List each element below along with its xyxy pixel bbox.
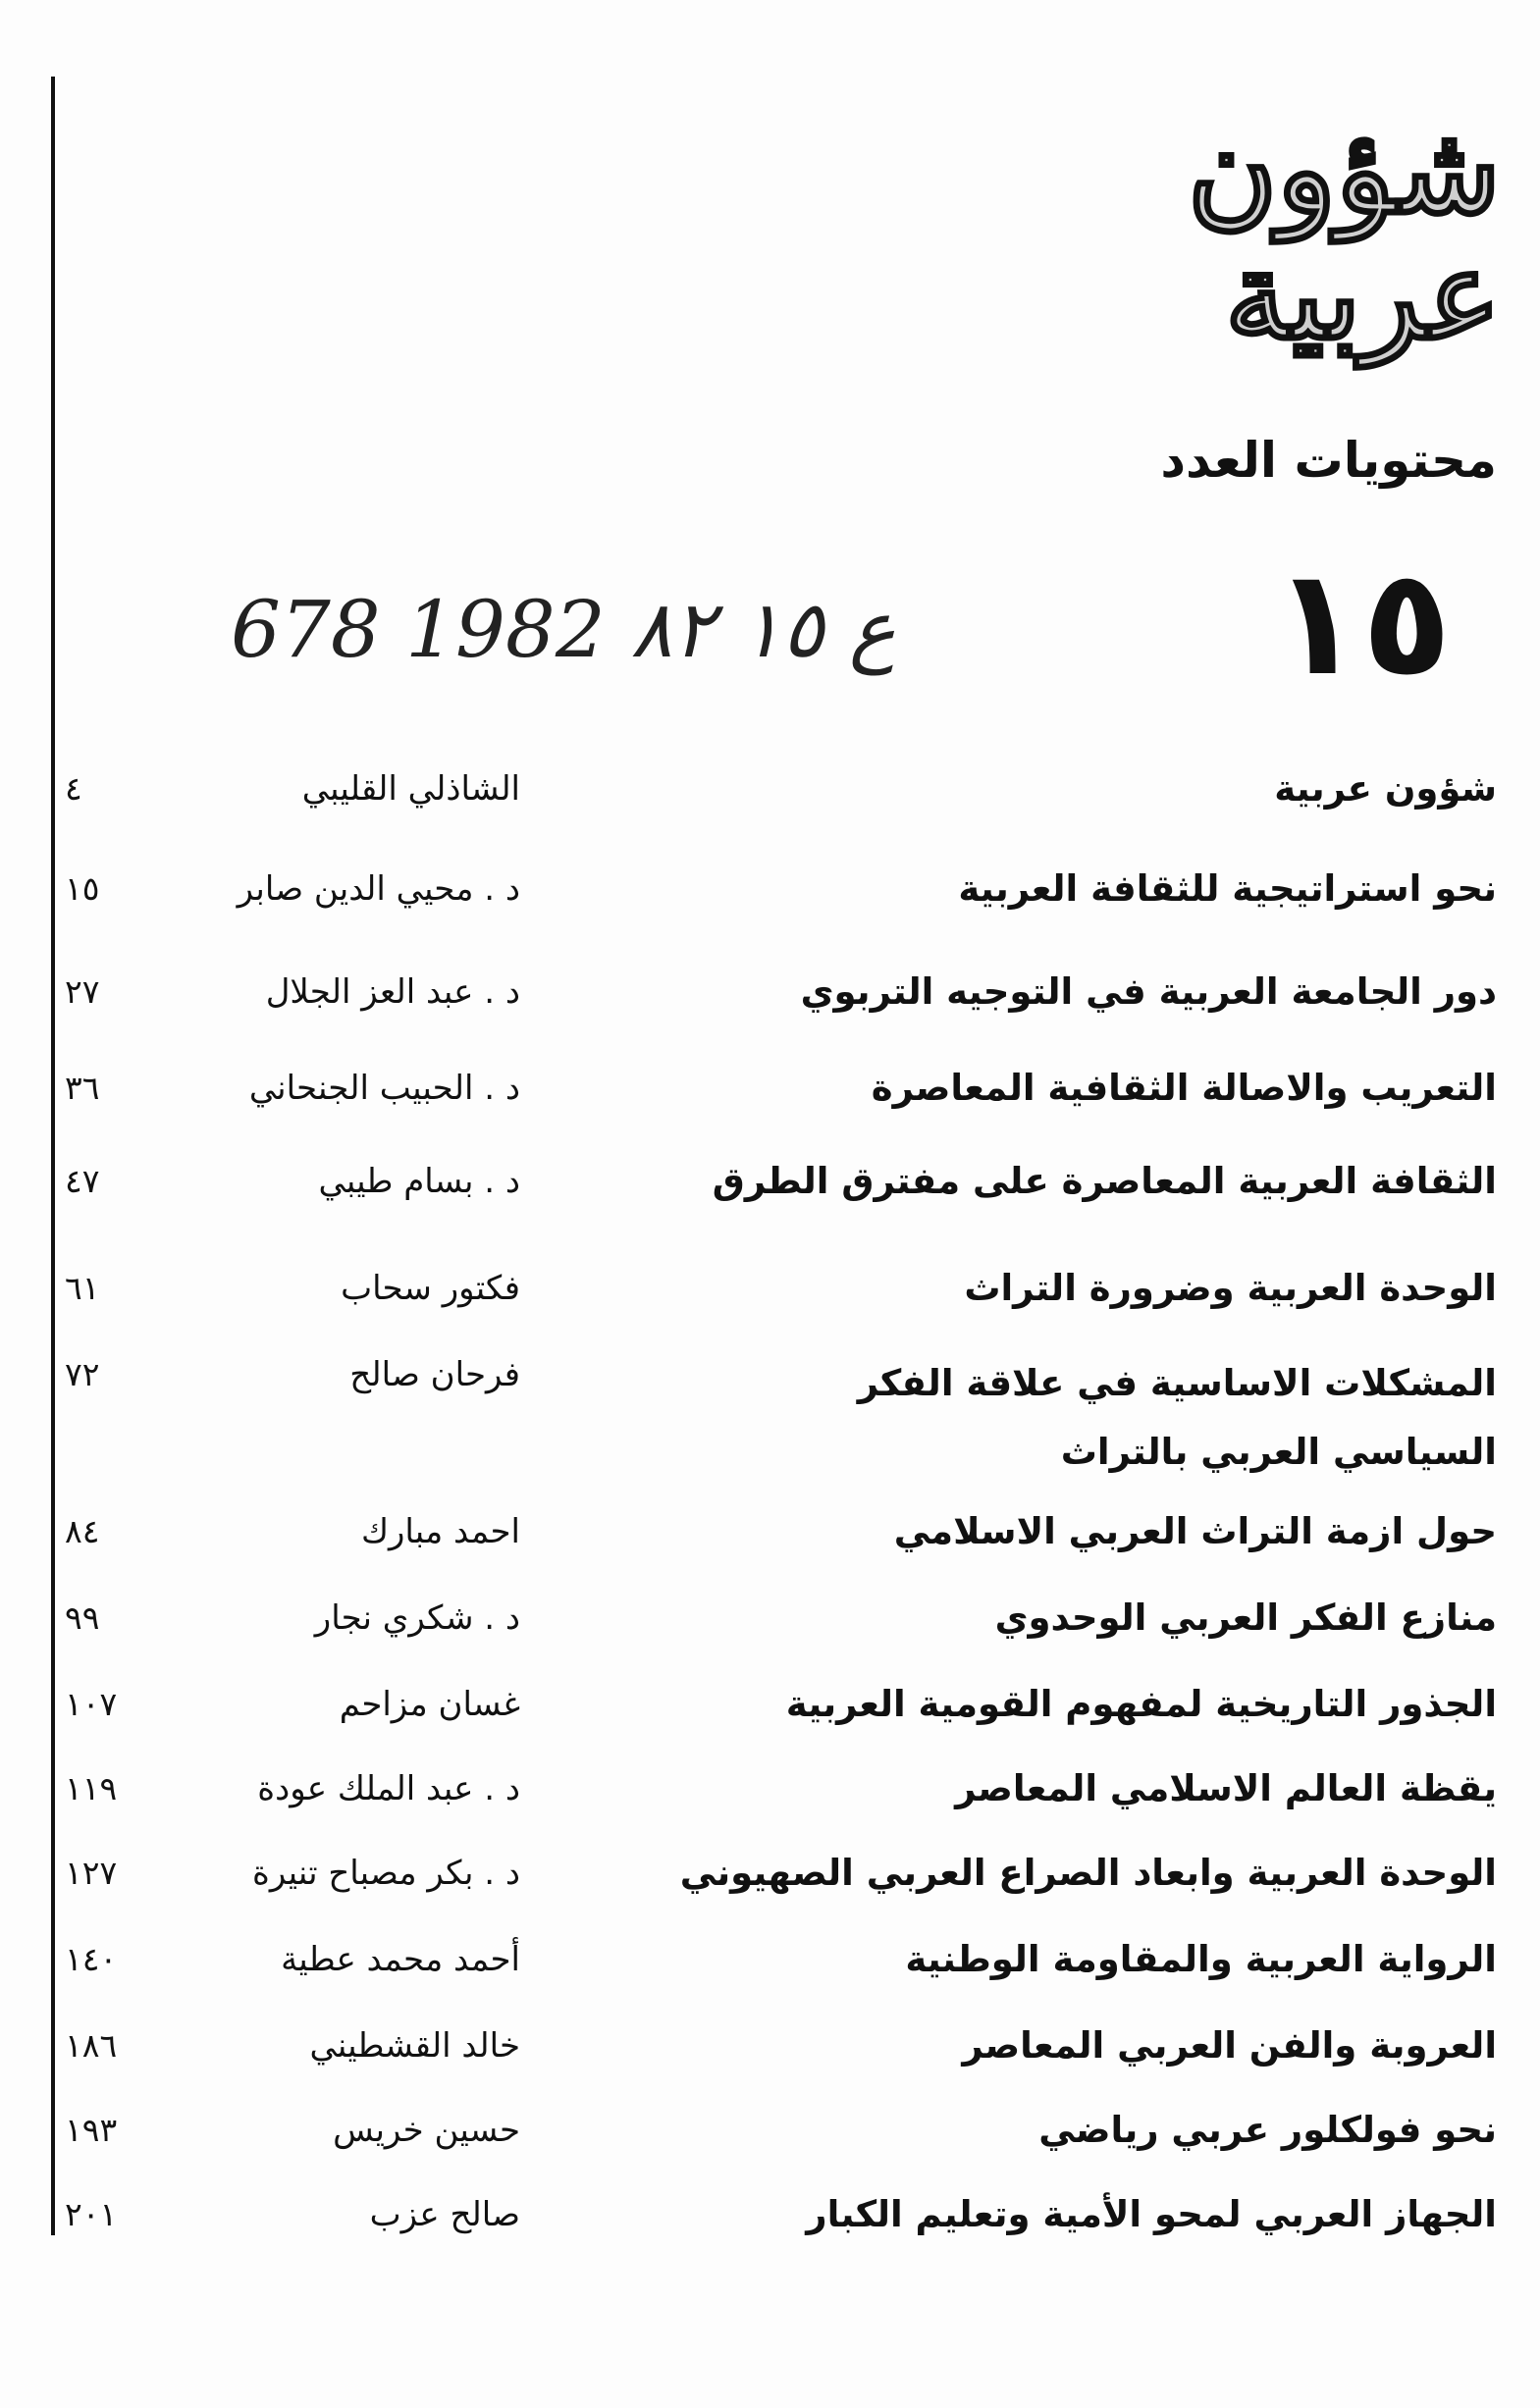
toc-author: الشاذلي القليبي bbox=[301, 769, 520, 809]
toc-page-number: ٦١ bbox=[65, 1269, 100, 1307]
toc-author: د . شكري نجار bbox=[314, 1598, 520, 1638]
toc-row bbox=[0, 864, 1540, 942]
toc-page-number: ٢٧ bbox=[65, 972, 100, 1011]
toc-title: الثقافة العربية المعاصرة على مفترق الطرق bbox=[712, 1160, 1497, 1202]
toc-row bbox=[0, 1349, 1540, 1496]
toc-row bbox=[0, 967, 1540, 1045]
toc-page-number: ٤ bbox=[65, 769, 82, 808]
toc-page-number: ٧٢ bbox=[65, 1355, 100, 1393]
toc-row bbox=[0, 1679, 1540, 1757]
toc-title: الرواية العربية والمقاومة الوطنية bbox=[905, 1938, 1497, 1980]
toc-author: أحمد محمد عطية bbox=[281, 1940, 520, 1979]
toc-page-number: ١١٩ bbox=[65, 1769, 118, 1807]
toc-author: حسين خريس bbox=[333, 2111, 520, 2150]
toc-author: د . بكر مصباح تنيرة bbox=[252, 1854, 520, 1893]
toc-author: د . محيي الدين صابر bbox=[237, 869, 520, 909]
toc-row bbox=[0, 763, 1540, 842]
toc-row bbox=[0, 1848, 1540, 1926]
toc-row bbox=[0, 2189, 1540, 2268]
toc-author: غسان مزاحم bbox=[339, 1685, 520, 1724]
toc-row bbox=[0, 2020, 1540, 2099]
toc-title: نحو استراتيجية للثقافة العربية bbox=[958, 867, 1497, 910]
logo-line-1: شؤون bbox=[1188, 99, 1501, 241]
toc-title: الجهاز العربي لمحو الأمية وتعليم الكبار bbox=[806, 2193, 1497, 2235]
toc-title: الجذور التاريخية لمفهوم القومية العربية bbox=[785, 1683, 1497, 1725]
toc-page-number: ١٠٧ bbox=[65, 1685, 118, 1723]
toc-row bbox=[0, 2105, 1540, 2183]
toc-title: حول ازمة التراث العربي الاسلامي bbox=[893, 1510, 1497, 1552]
toc-page-number: ١٩٣ bbox=[65, 2111, 118, 2149]
toc-author: فرحان صالح bbox=[349, 1355, 520, 1394]
toc-title: دور الجامعة العربية في التوجيه التربوي bbox=[800, 970, 1497, 1013]
toc-row bbox=[0, 1506, 1540, 1585]
toc-title: شؤون عربية bbox=[1274, 767, 1497, 810]
toc-row bbox=[0, 1063, 1540, 1141]
toc-title: المشكلات الاساسية في علاقة الفكر السياسي العربي بالتراث bbox=[857, 1362, 1497, 1473]
toc-heading: محتويات العدد bbox=[1160, 432, 1497, 489]
toc-row bbox=[0, 1156, 1540, 1234]
toc-page-number: ٨٤ bbox=[65, 1512, 100, 1550]
toc-author: خالد القشطيني bbox=[309, 2026, 520, 2066]
toc-author: د . الحبيب الجنحاني bbox=[248, 1069, 520, 1108]
toc-page-number: ٣٦ bbox=[65, 1069, 100, 1107]
issue-number: ١٥ bbox=[1271, 538, 1452, 708]
toc-page-number: ١٥ bbox=[65, 869, 100, 908]
toc-author: صالح عزب bbox=[369, 2195, 520, 2234]
toc-author: د . عبد العز الجلال bbox=[265, 972, 520, 1012]
toc-title: منازع الفكر العربي الوحدوي bbox=[994, 1597, 1497, 1639]
toc-row bbox=[0, 1593, 1540, 1671]
toc-author: فكتور سحاب bbox=[341, 1269, 520, 1308]
toc-author: د . بسام طيبي bbox=[318, 1162, 520, 1201]
toc-title: الوحدة العربية وابعاد الصراع العربي الصهيوني bbox=[679, 1852, 1497, 1894]
toc-title: نحو فولكلور عربي رياضي bbox=[1038, 2109, 1497, 2151]
toc-page-number: ٤٧ bbox=[65, 1162, 100, 1200]
toc-title: يقظة العالم الاسلامي المعاصر bbox=[955, 1767, 1497, 1809]
toc-page-number: ١٨٦ bbox=[65, 2026, 118, 2065]
handwritten-note: 678 1982 ع ١٥ ٨٢ bbox=[231, 584, 896, 675]
toc-author: احمد مبارك bbox=[360, 1512, 520, 1551]
toc-page-number: ٩٩ bbox=[65, 1598, 100, 1637]
toc-page-number: ٢٠١ bbox=[65, 2195, 118, 2233]
toc-row bbox=[0, 1263, 1540, 1341]
toc-title: الوحدة العربية وضرورة التراث bbox=[964, 1267, 1497, 1309]
toc-page-number: ١٢٧ bbox=[65, 1854, 118, 1892]
toc-row bbox=[0, 1763, 1540, 1842]
logo-line-2: عربية bbox=[1225, 225, 1501, 367]
toc-row bbox=[0, 1934, 1540, 2013]
toc-title: التعريب والاصالة الثقافية المعاصرة bbox=[871, 1067, 1497, 1109]
toc-author: د . عبد الملك عودة bbox=[257, 1769, 520, 1808]
toc-title: العروبة والفن العربي المعاصر bbox=[962, 2024, 1497, 2067]
toc-page-number: ١٤٠ bbox=[65, 1940, 118, 1978]
